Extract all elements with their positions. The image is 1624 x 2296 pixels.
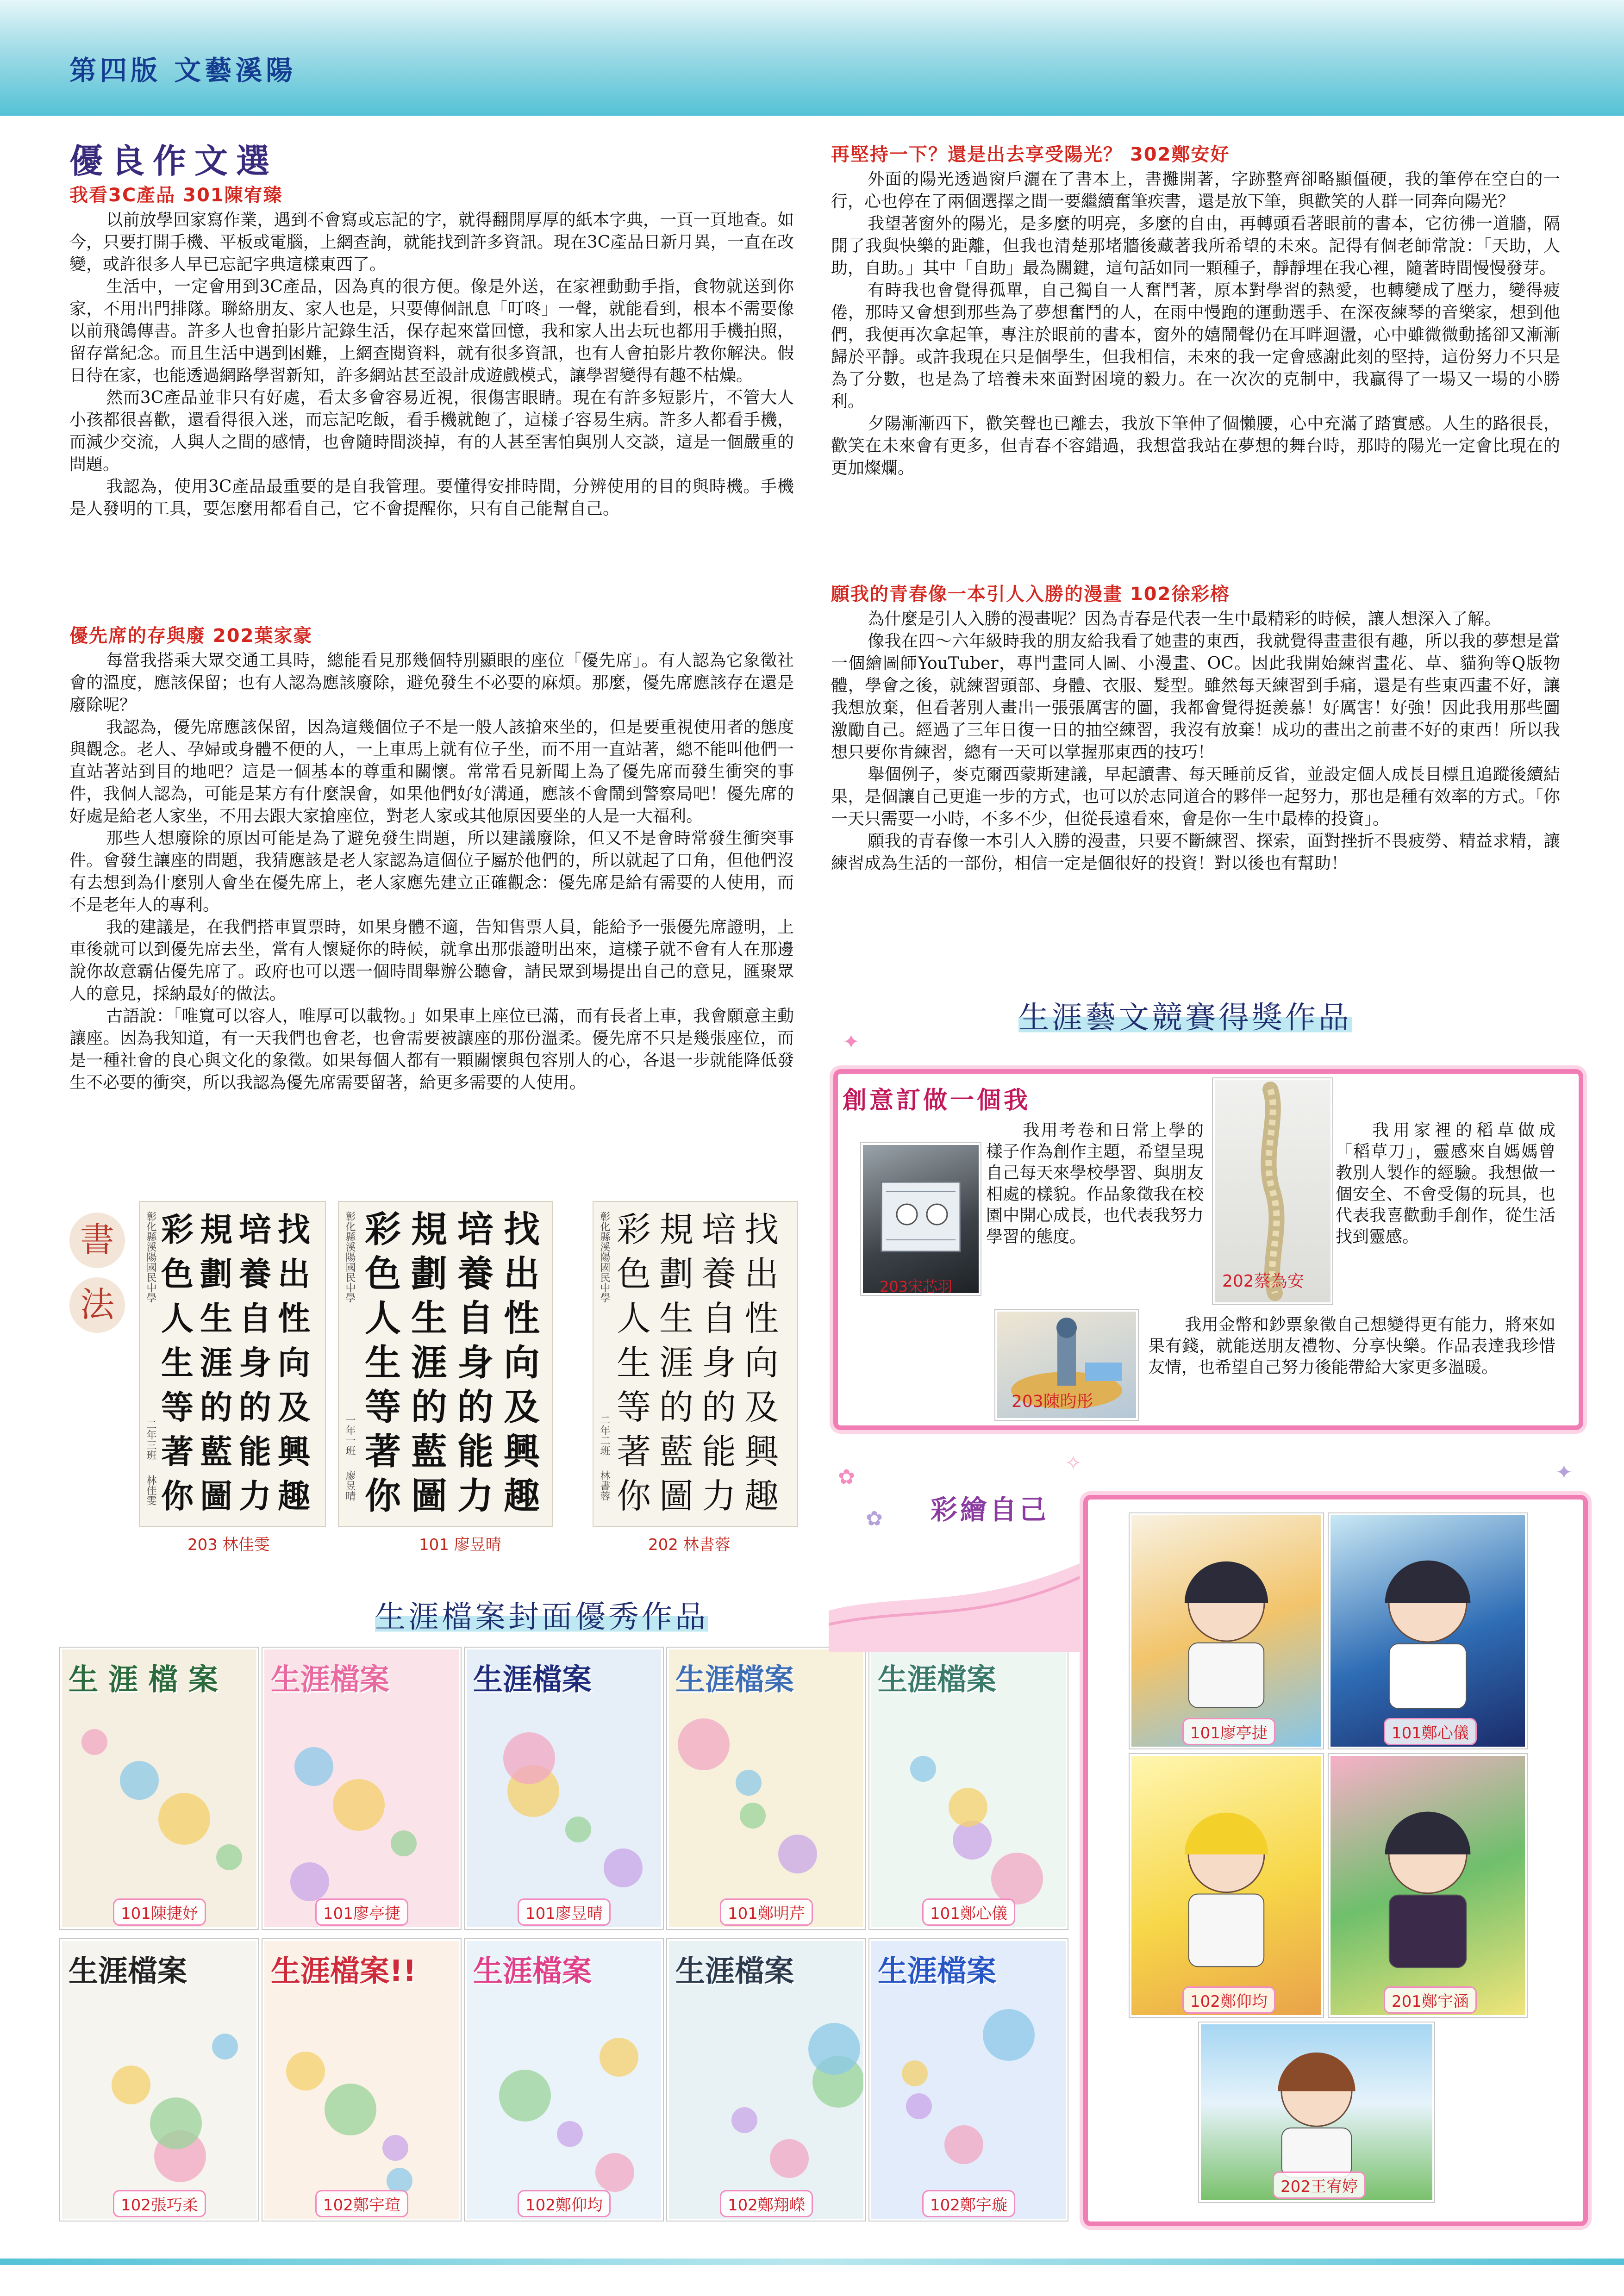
painting-card xyxy=(1329,1513,1527,1748)
calligraphy-name: 林書蓉 xyxy=(599,1470,610,1501)
essay-3-title: 再堅持一下？還是出去享受陽光？ 302鄭安好 xyxy=(831,144,1230,165)
cover-doodle xyxy=(902,2060,928,2086)
essay-1-para: 然而3C產品並非只有好處，看太多會容易近視，很傷害眼睛。現在有許多短影片，不管大人小孩都很喜歡，還看得很入迷，而忘記吃飯，看手機就飽了，這樣子容易生病。許多人都看手機，而減少交流，人與人之間的感情，也會隨時間淡掉，有的人甚至害怕與別人交談，這是一個嚴重的問題。 xyxy=(69,388,794,474)
calligraphy-school: 彰化縣溪陽國民中學 xyxy=(344,1211,356,1303)
career-cover-card xyxy=(465,1648,663,1929)
contest-title: 生涯藝文競賽得獎作品 xyxy=(1018,993,1352,1037)
creative-caption-3: 203陳昀彤 xyxy=(1012,1392,1093,1411)
career-cover-card xyxy=(869,1939,1068,2221)
decorative-swoosh-icon xyxy=(829,1458,1088,1652)
painting-card xyxy=(1130,1754,1323,2017)
exam-paper-figure-icon xyxy=(863,1145,979,1293)
cover-doodle xyxy=(949,1788,987,1827)
painting-caption: 102鄭仰均 xyxy=(1182,1986,1275,2014)
cover-doodle xyxy=(391,1830,417,1856)
star-icon: ✿ xyxy=(838,1465,855,1489)
calligraphy-character: 規 xyxy=(411,1208,448,1251)
career-cover-card xyxy=(667,1648,865,1929)
calligraphy-character: 劃 xyxy=(411,1253,448,1295)
calligraphy-grid xyxy=(617,1207,779,1518)
calligraphy-character: 劃 xyxy=(200,1255,232,1293)
cover-doodle xyxy=(325,2084,376,2135)
painting-figure-icon xyxy=(1330,1515,1525,1747)
calligraphy-character: 的 xyxy=(702,1388,736,1427)
calligraphy-column xyxy=(659,1207,693,1518)
cover-doodle xyxy=(736,1770,762,1796)
painting-body xyxy=(1189,1894,1264,1966)
career-cover-caption: 101陳捷妤 xyxy=(113,1898,206,1926)
essay-1-para: 生活中，一定會用到3C產品，因為真的很方便。像是外送，在家裡動動手指，食物就送到你家，不用出門排隊。聯絡朋友、家人也是，只要傳個訊息「叮咚」一聲，就能看到，根本不需要像以前飛鴿傳書。許多人也會拍影片記錄生活，保存起來當回憶，我和家人出去玩也都用手機拍照，留存當紀念。而且生活中遇到困難，上網查閱資料，就有很多資訊，也有人會拍影片教你解決。假日待在家，也能透過網路學習新知，許多網站甚至設計成遊戲模式，讓學習變得有趣不枯燥。 xyxy=(69,277,794,385)
calligraphy-character: 色 xyxy=(617,1254,651,1294)
calligraphy-sheet xyxy=(338,1201,553,1527)
creative-text-1: 我用考卷和日常上學的樣子作為創作主題，希望呈現自己每天來學校學習、與朋友相處的樣貌。作品象徵我在校園中開心成長，也代表我努力學習的態度。 xyxy=(986,1121,1204,1246)
painting-body xyxy=(1389,1644,1466,1709)
career-cover-art-text: 生涯檔案 xyxy=(473,1954,592,1989)
career-cover-art-text: 生涯檔案 xyxy=(473,1663,592,1697)
career-cover-art-text: 生涯檔案 xyxy=(878,1954,996,1989)
essay-1-title: 我看3C產品 301陳宥臻 xyxy=(69,185,283,206)
cover-doodle xyxy=(944,2125,983,2164)
career-cover-art-text: 生涯檔案 xyxy=(69,1954,187,1989)
essay-2-para: 我認為，優先席應該保留，因為這幾個位子不是一般人該搶來坐的，但是要重視使用者的態度與觀念。老人、孕婦或身體不便的人，一上車馬上就有位子坐，而不用一直站著，總不能叫他們一直站著站到目的地吧？這是一個基本的尊重和關懷。常常看見新聞上為了優先席而發生衝突的事件，我個人認為，可能是某方有什麼誤會，如果他們好好溝通，應該不會鬧到警察局吧！優先席的好處是給老人家坐，不用去跟大家搶座位，對老人家或其他原因要坐的人是一大福利。 xyxy=(69,718,794,826)
career-cover-caption: 102鄭宇璇 xyxy=(922,2190,1015,2217)
cover-doodle xyxy=(216,1844,242,1870)
creative-photo-1 xyxy=(861,1143,981,1295)
cover-doodle xyxy=(906,2093,932,2119)
career-cover-card xyxy=(60,1939,258,2221)
cover-illustration-icon xyxy=(871,1649,1066,1927)
painting-caption: 101鄭心儀 xyxy=(1384,1718,1477,1745)
painting-body xyxy=(1189,1643,1264,1708)
calligraphy-character: 生 xyxy=(659,1299,693,1338)
painting-caption: 101廖亭捷 xyxy=(1182,1718,1275,1745)
calligraphy-character: 自 xyxy=(702,1299,736,1338)
calligraphy-caption: 101 廖昱晴 xyxy=(419,1536,501,1554)
calligraphy-grid xyxy=(365,1207,540,1518)
calligraphy-character: 的 xyxy=(411,1386,448,1428)
creative-heading: 創意訂做一個我 xyxy=(843,1087,1031,1114)
cover-doodle xyxy=(112,2066,150,2104)
calligraphy-name: 林佳雯 xyxy=(145,1475,156,1506)
calligraphy-character: 彩 xyxy=(617,1210,651,1250)
essay-4-para: 為什麼是引人入勝的漫畫呢？因為青春是代表一生中最精彩的時候，讓人想深入了解。 xyxy=(868,610,1501,628)
calligraphy-character: 出 xyxy=(504,1253,540,1295)
calligraphy-column xyxy=(365,1207,401,1518)
cover-doodle xyxy=(290,1862,329,1901)
calligraphy-character: 彩 xyxy=(365,1208,401,1251)
cover-doodle xyxy=(595,2153,634,2192)
painting-body xyxy=(1282,2128,1351,2177)
painting-hair xyxy=(1278,2053,1355,2091)
painting-figure-icon xyxy=(1131,1515,1321,1747)
cover-doodle xyxy=(600,2038,638,2077)
painting-card xyxy=(1130,1513,1323,1748)
cover-illustration-icon xyxy=(467,1649,661,1927)
cover-doodle xyxy=(382,2135,408,2161)
painting-hair xyxy=(1385,1561,1471,1603)
calligraphy-character: 趣 xyxy=(504,1475,540,1517)
calligraphy-caption: 202 林書蓉 xyxy=(648,1536,731,1554)
painting-card xyxy=(1329,1754,1527,2017)
calligraphy-character: 人 xyxy=(365,1297,401,1339)
essay-2-para: 每當我搭乘大眾交通工具時，總能看見那幾個特別顯眼的座位「優先席」。有人認為它象徵社會的溫度，應該保留；也有人認為應該廢除，避免發生不必要的麻煩。那麼，優先席應該存在還是廢除呢？ xyxy=(69,651,794,715)
calligraphy-character: 著 xyxy=(365,1431,401,1473)
calligraphy-character: 身 xyxy=(702,1343,736,1383)
cover-doodle xyxy=(499,2070,551,2122)
calligraphy-character: 生 xyxy=(200,1299,232,1338)
calligraphy-grid xyxy=(161,1207,310,1518)
cover-doodle xyxy=(678,1718,730,1770)
calligraphy-character: 涯 xyxy=(200,1344,232,1382)
career-cover-art-text: 生涯檔案 xyxy=(271,1663,389,1697)
creative-caption-2: 202蔡為安 xyxy=(1222,1272,1304,1291)
calligraphy-character: 等 xyxy=(617,1388,651,1427)
career-cover-art-text: 生涯檔案!! xyxy=(271,1954,417,1989)
cover-doodle xyxy=(150,2097,202,2149)
essay-2-para: 我的建議是，在我們搭車買票時，如果身體不適，告知售票人員，能給予一張優先席證明，上車後就可以到優先席去坐，當有人懷疑你的時候，就拿出那張證明出來，這樣子就不會有人在那邊說你故意霸佔優先席了。政府也可以選一個時間舉辦公聽會，請民眾到場提出自己的意見，匯聚眾人的意見，採納最好的做法。 xyxy=(69,918,794,1003)
career-cover-art-text: 生 涯 檔 案 xyxy=(69,1663,218,1697)
essay-1-para: 我認為，使用3C產品最重要的是自我管理。要懂得安排時間，分辨使用的目的與時機。手機是人發明的工具，要怎麼用都看自己，它不會提醒你，只有自己能幫自己。 xyxy=(69,477,794,518)
calligraphy-character: 性 xyxy=(278,1299,310,1338)
career-cover-card xyxy=(667,1939,865,2221)
calligraphy-character: 培 xyxy=(702,1210,736,1250)
career-cover-caption: 102鄭仰均 xyxy=(518,2190,611,2217)
calligraphy-character: 規 xyxy=(200,1210,232,1249)
calligraphy-character: 涯 xyxy=(659,1343,693,1383)
calligraphy-character: 的 xyxy=(200,1388,232,1426)
calligraphy-character: 能 xyxy=(239,1432,271,1471)
calligraphy-character: 向 xyxy=(744,1343,779,1383)
cover-doodle xyxy=(808,2023,860,2075)
cover-doodle xyxy=(212,2034,238,2060)
painting-figure-icon xyxy=(1131,1756,1321,2015)
cover-doodle xyxy=(910,1756,936,1782)
cover-illustration-icon xyxy=(871,1941,1066,2219)
calligraphy-character: 藍 xyxy=(411,1431,448,1473)
calligraphy-character: 著 xyxy=(617,1432,651,1472)
painting-caption: 201鄭宇涵 xyxy=(1384,1986,1477,2014)
essay-3-para: 我望著窗外的陽光，是多麼的明亮，多麼的自由，再轉頭看著眼前的書本，它彷彿一道牆，隔開了我與快樂的距離，但我也清楚那堵牆後藏著我所希望的未來。記得有個老師常說：「天助，人助，自助。」其中「自助」最為關鍵，這句話如同一顆種子，靜靜埋在我心裡，隨著時間慢慢發芽。 xyxy=(831,214,1560,278)
calligraphy-character: 藍 xyxy=(659,1432,693,1472)
calligraphy-character: 圖 xyxy=(200,1477,232,1515)
calligraphy-character: 彩 xyxy=(161,1210,194,1249)
essay-2 xyxy=(69,625,794,1094)
calligraphy-character: 身 xyxy=(457,1342,494,1384)
calligraphy-character: 力 xyxy=(457,1475,494,1517)
calligraphy-character: 能 xyxy=(702,1432,736,1472)
calligraphy-character: 能 xyxy=(457,1431,494,1473)
cover-doodle xyxy=(740,1803,766,1829)
calligraphy-character: 及 xyxy=(504,1386,540,1428)
calligraphy-column xyxy=(278,1207,310,1518)
calligraphy-sheet xyxy=(139,1201,326,1527)
calligraphy-character: 性 xyxy=(744,1299,779,1338)
cover-doodle xyxy=(991,1853,1043,1904)
calligraphy-character: 等 xyxy=(161,1388,194,1426)
calligraphy-class: 二年三班 xyxy=(145,1419,156,1460)
calligraphy-character: 規 xyxy=(659,1210,693,1250)
calligraphy-character: 自 xyxy=(239,1299,271,1338)
calligraphy-column xyxy=(161,1207,194,1518)
career-cover-card xyxy=(262,1648,461,1929)
cover-doodle xyxy=(983,2009,1035,2061)
career-cover-art-text: 生涯檔案 xyxy=(675,1954,794,1989)
calligraphy-column xyxy=(200,1207,232,1518)
calligraphy-character: 興 xyxy=(504,1431,540,1473)
creative-text-3: 我用金幣和鈔票象徵自己想變得更有能力，將來如果有錢，就能送朋友禮物、分享快樂。作品表達我珍惜友情，也希望自己努力後能帶給大家更多溫暖。 xyxy=(1148,1315,1555,1377)
painting-body xyxy=(1389,1895,1466,1968)
essay-2-title: 優先席的存與廢 202葉家豪 xyxy=(69,625,313,647)
creative-caption-1: 203宋芯羽 xyxy=(880,1278,953,1295)
career-cover-card xyxy=(262,1939,461,2221)
star-icon: ✦ xyxy=(843,1030,860,1054)
career-cover-caption: 101鄭心儀 xyxy=(922,1898,1015,1926)
essay-3-para: 夕陽漸漸西下，歡笑聲也已離去，我放下筆伸了個懶腰，心中充滿了踏實感。人生的路很長，歡笑在未來會有更多，但青春不容錯過，我想當我站在夢想的舞台時，那時的陽光一定會比現在的更加燦爛。 xyxy=(831,414,1560,478)
calligraphy-character: 圖 xyxy=(659,1476,693,1516)
calligraphy-column xyxy=(457,1207,493,1518)
calligraphy-character: 找 xyxy=(504,1208,540,1251)
calligraphy-character: 生 xyxy=(365,1342,401,1384)
cover-doodle xyxy=(565,1817,591,1842)
essay-2-para: 古語說：「唯寬可以容人，唯厚可以載物。」如果車上座位已滿，而有長者上車，我會願意主動讓座。因為我知道，有一天我們也會老，也會需要被讓座的那份溫柔。優先席不只是幾張座位，而是一種社會的良心與文化的象徵。如果每個人都有一顆關懷與包容別人的心，各退一步就能降低發生不必要的衝突，所以我認為優先席需要留著，給更多需要的人使用。 xyxy=(69,1007,794,1092)
paint-heading: 彩繪自己 xyxy=(931,1494,1049,1525)
calligraphy-character: 出 xyxy=(744,1254,779,1294)
career-cover-caption: 101鄭明芹 xyxy=(720,1898,813,1926)
cover-illustration-icon xyxy=(264,1649,459,1927)
calligraphy-character: 你 xyxy=(161,1477,194,1515)
calligraphy-character: 圖 xyxy=(411,1475,448,1517)
calligraphy-character: 人 xyxy=(161,1299,194,1338)
essay-3-para: 外面的陽光透過窗戶灑在了書本上，書攤開著，字跡整齊卻略顯僵硬，我的筆停在空白的一行，心也停在了兩個選擇之間一要繼續奮筆疾書，還是放下筆，與歡笑的人群一同奔向陽光？ xyxy=(831,170,1560,211)
cover-doodle xyxy=(286,2052,325,2091)
cover-doodle xyxy=(604,1848,643,1887)
cover-doodle xyxy=(953,1821,992,1860)
calligraphy-class: 二年二班 xyxy=(599,1415,610,1456)
calligraphy-character: 及 xyxy=(744,1388,779,1427)
painting-caption: 202王宥婷 xyxy=(1273,2172,1366,2199)
cover-doodle xyxy=(731,2107,757,2133)
calligraphy-label-char: 書 xyxy=(69,1213,125,1268)
essay-1 xyxy=(69,184,794,520)
calligraphy-character: 色 xyxy=(161,1255,194,1293)
essays-section-title: 優良作文選 xyxy=(69,142,278,180)
calligraphy-character: 劃 xyxy=(659,1254,693,1294)
calligraphy-character: 養 xyxy=(702,1254,736,1294)
calligraphy-character: 出 xyxy=(278,1255,310,1293)
calligraphy-character: 性 xyxy=(504,1297,540,1339)
essay-2-para: 那些人想廢除的原因可能是為了避免發生問題，所以建議廢除，但又不是會時常發生衝突事件。會發生讓座的問題，我猜應該是老人家認為這個位子屬於他們的，所以就起了口角，但他們沒有去想到為什麼別人會坐在優先席上，老人家應先建立正確觀念：優先席是給有需要的人使用，而不是老年人的專利。 xyxy=(69,829,794,915)
essay-4-para: 舉個例子，麥克爾西蒙斯建議，早起讀書、每天睡前反省，並設定個人成長目標且追蹤後續結果，是個讓自己更進一步的方式，也可以於志同道合的夥伴一起努力，那也是種有效率的方式。「你一天只需要一小時，不多不少，但從長遠看來，會是你一生中最棒的投資」。 xyxy=(831,765,1560,828)
calligraphy-character: 色 xyxy=(365,1253,401,1295)
calligraphy-column xyxy=(504,1207,540,1518)
calligraphy-character: 培 xyxy=(457,1208,494,1251)
calligraphy-character: 興 xyxy=(744,1432,779,1472)
calligraphy-character: 趣 xyxy=(278,1477,310,1515)
star-icon: ✿ xyxy=(866,1507,883,1531)
cover-illustration-icon xyxy=(669,1941,863,2219)
cover-doodle xyxy=(557,2121,583,2147)
calligraphy-school: 彰化縣溪陽國民中學 xyxy=(599,1211,610,1303)
career-covers-title: 生涯檔案封面優秀作品 xyxy=(375,1592,708,1636)
painting-hair xyxy=(1385,1811,1471,1854)
cover-doodle xyxy=(778,1835,817,1873)
calligraphy-character: 人 xyxy=(617,1299,651,1338)
cover-doodle xyxy=(158,1793,210,1845)
calligraphy-character: 自 xyxy=(457,1297,494,1339)
calligraphy-character: 及 xyxy=(278,1388,310,1426)
calligraphy-character: 向 xyxy=(504,1342,540,1384)
cover-doodle xyxy=(503,1732,555,1784)
cover-illustration-icon xyxy=(62,1941,256,2219)
career-cover-caption: 101廖亭捷 xyxy=(315,1898,408,1926)
calligraphy-character: 生 xyxy=(411,1297,448,1339)
calligraphy-character: 藍 xyxy=(200,1432,232,1471)
calligraphy-column xyxy=(617,1207,651,1518)
calligraphy-character: 向 xyxy=(278,1344,310,1382)
essay-4-para: 願我的青春像一本引人入勝的漫畫，只要不斷練習、探索，面對挫折不畏疲勞、精益求精，讓練習成為生活的一部份，相信一定是個很好的投資！對以後也有幫助！ xyxy=(831,832,1560,873)
calligraphy-character: 力 xyxy=(702,1476,736,1516)
calligraphy-character: 你 xyxy=(365,1475,401,1517)
career-cover-caption: 102鄭宇瑄 xyxy=(315,2190,408,2217)
career-cover-card xyxy=(869,1648,1068,1929)
career-cover-caption: 102鄭翔嶸 xyxy=(720,2190,813,2217)
calligraphy-label-char: 法 xyxy=(69,1277,125,1333)
calligraphy-character: 的 xyxy=(659,1388,693,1427)
cover-doodle xyxy=(81,1729,107,1755)
calligraphy-character: 你 xyxy=(617,1476,651,1516)
star-icon: ✧ xyxy=(1065,1451,1082,1475)
calligraphy-column xyxy=(744,1207,779,1518)
essay-4 xyxy=(831,583,1560,875)
essay-4-title: 願我的青春像一本引人入勝的漫畫 102徐彩榕 xyxy=(831,584,1230,605)
career-cover-caption: 102張巧柔 xyxy=(113,2190,206,2217)
calligraphy-character: 身 xyxy=(239,1344,271,1382)
calligraphy-caption: 203 林佳雯 xyxy=(187,1536,270,1554)
painting-figure-icon xyxy=(1330,1756,1525,2015)
cover-doodle xyxy=(770,2139,809,2178)
cover-illustration-icon xyxy=(264,1941,459,2219)
calligraphy-character: 生 xyxy=(617,1343,651,1383)
calligraphy-character: 興 xyxy=(278,1432,310,1471)
cover-illustration-icon xyxy=(669,1649,863,1927)
page-header-band xyxy=(0,0,1624,116)
calligraphy-character: 培 xyxy=(239,1210,271,1249)
star-icon: ✦ xyxy=(1555,1461,1573,1484)
calligraphy-character: 著 xyxy=(161,1432,194,1471)
calligraphy-character: 找 xyxy=(278,1210,310,1249)
career-cover-art-text: 生涯檔案 xyxy=(878,1663,996,1697)
footer-line xyxy=(0,2259,1624,2265)
calligraphy-character: 養 xyxy=(239,1255,271,1293)
calligraphy-name: 廖昱晴 xyxy=(344,1470,356,1501)
creative-text-2: 我用家裡的稻草做成「稻草刀」，靈感來自媽媽曾教別人製作的經驗。我想做一個安全、不會受傷的玩具，也代表我喜歡動手創作，從生活找到靈感。 xyxy=(1336,1121,1555,1246)
cover-doodle xyxy=(120,1761,159,1800)
edition-label: 第四版 文藝溪陽 xyxy=(69,55,297,86)
cover-illustration-icon xyxy=(62,1649,256,1927)
painting-hair xyxy=(1185,1813,1268,1854)
painting-card xyxy=(1199,2022,1434,2202)
calligraphy-character: 力 xyxy=(239,1477,271,1515)
calligraphy-column xyxy=(702,1207,736,1518)
calligraphy-column xyxy=(411,1207,447,1518)
cover-illustration-icon xyxy=(467,1941,661,2219)
cover-doodle xyxy=(333,1779,385,1831)
career-cover-card xyxy=(465,1939,663,2221)
painting-hair xyxy=(1185,1562,1268,1603)
calligraphy-column xyxy=(239,1207,271,1518)
calligraphy-character: 找 xyxy=(744,1210,779,1250)
career-cover-card xyxy=(60,1648,258,1929)
calligraphy-character: 的 xyxy=(457,1386,494,1428)
essay-4-para: 像我在四～六年級時我的朋友給我看了她畫的東西，我就覺得畫畫很有趣，所以我的夢想是當一個繪圖師YouTuber，專門畫同人圖、小漫畫、OC。因此我開始練習畫花、草、貓狗等Q版物體，學會之後，就練習頭部、身體、衣服、髮型。雖然每天練習到手痛，還是有些東西畫不好，讓我想放棄，但看著別人畫出一張張厲害的圖，我都會覺得挺羨慕！好厲害！好強！因此我用那些圖激勵自己。經過了三年日復一日的抽空練習，我沒有放棄！成功的畫出之前畫不好的東西！所以我想只要你肯練習，總有一天可以掌握那東西的技巧！ xyxy=(831,632,1560,762)
calligraphy-character: 的 xyxy=(239,1388,271,1426)
career-cover-caption: 101廖昱晴 xyxy=(518,1898,611,1926)
calligraphy-character: 趣 xyxy=(744,1476,779,1516)
calligraphy-class: 一年一班 xyxy=(344,1415,356,1456)
calligraphy-character: 等 xyxy=(365,1386,401,1428)
essay-3-para: 有時我也會覺得孤單，自己獨自一人奮鬥著，原本對學習的熱愛，也轉變成了壓力，變得疲倦，那時又會想到那些為了夢想奮鬥的人，在雨中慢跑的運動選手、在深夜練琴的音樂家，想到他們，我便再次拿起筆，專注於眼前的書本，窗外的嬉鬧聲仍在耳畔迴盪，心中雖微微動搖卻又漸漸歸於平靜。或許我現在只是個學生，但我相信，未來的我一定會感謝此刻的堅持，這份努力不只是為了分數，也是為了培養未來面對困境的毅力。在一次次的克制中，我贏得了一場又一場的小勝利。 xyxy=(831,281,1560,411)
calligraphy-character: 生 xyxy=(161,1344,194,1382)
calligraphy-character: 養 xyxy=(457,1253,494,1295)
calligraphy-character: 涯 xyxy=(411,1342,448,1384)
cover-doodle xyxy=(294,1747,333,1786)
career-cover-art-text: 生涯檔案 xyxy=(675,1663,794,1697)
essay-3 xyxy=(831,143,1560,479)
calligraphy-school: 彰化縣溪陽國民中學 xyxy=(145,1211,156,1303)
essay-1-para: 以前放學回家寫作業，遇到不會寫或忘記的字，就得翻開厚厚的紙本字典，一頁一頁地查。如今，只要打開手機、平板或電腦，上網查詢，就能找到許多資訊。現在3C產品日新月異，一直在改變，或許很多人早已忘記字典這樣東西了。 xyxy=(69,211,794,274)
calligraphy-sheet xyxy=(593,1201,798,1527)
